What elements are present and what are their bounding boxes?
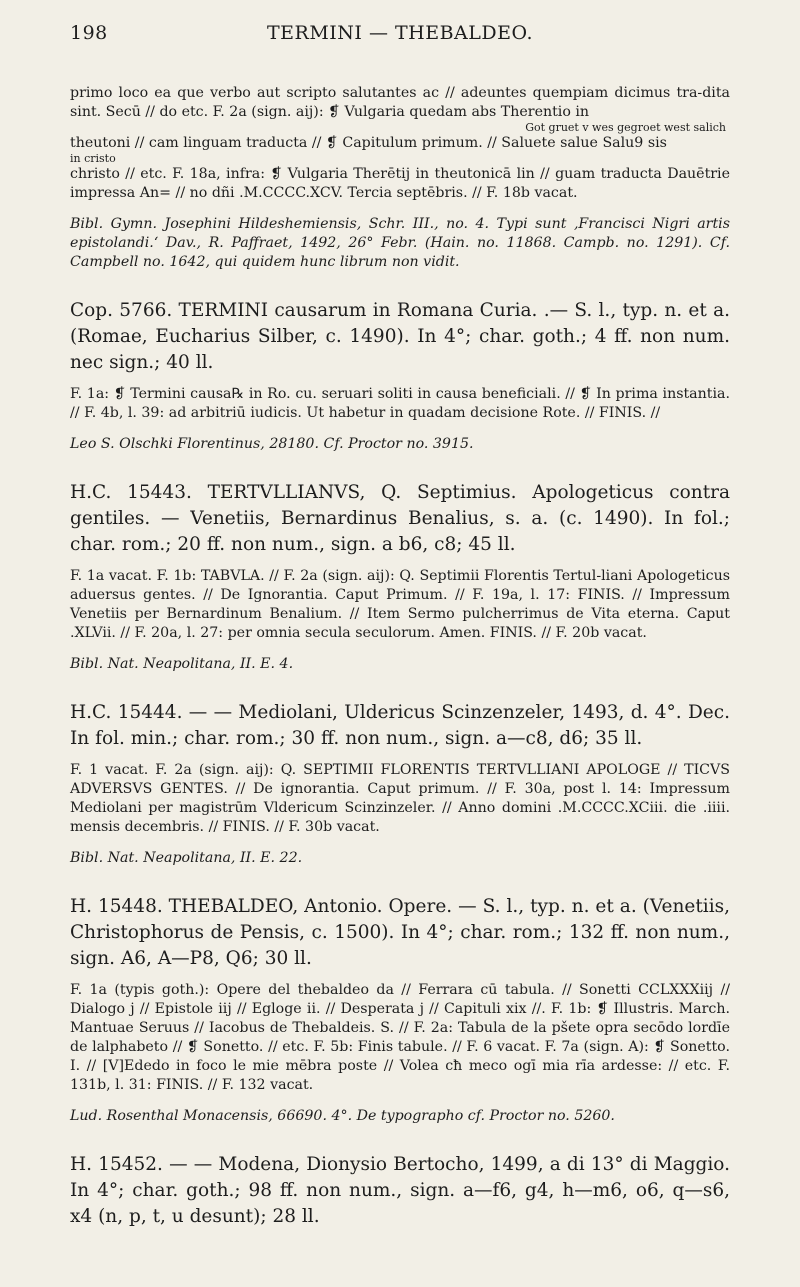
entry-heading: H. 15448. THEBALDEO, Antonio. Opere. — S. l., typ. n. et a. (Venetiis, Christophorus de Pensis, c. 1500). In 4°; char. rom.; 132 ff. non num., sign. A6, A—P8, Q6; 30 ll. [70,896,730,969]
entry-heading: H.C. 15444. — — Mediolani, Uldericus Scinzenzeler, 1493, d. 4°. Dec. In fol. min.; char. rom.; 30 ff. non num., sign. a—c8, d6; 35 ll. [70,702,730,749]
intro-text-1: primo loco ea que verbo aut scripto salutantes ac // adeuntes quempiam dicimus tra-dita sint. Secū // do etc. F. 2a (sign. aij): ❡ Vulgaria quedam abs Therentio in [70,85,730,120]
entry-heading: H. 15452. — — Modena, Dionysio Bertocho, 1499, a di 13° di Maggio. In 4°; char. goth.; 98 ff. non num., sign. a—f6, g4, h—m6, o6, q—s6, x4 (n, p, t, u desunt); 28 ll. [70,1154,730,1227]
page-number: 198 [70,22,108,44]
running-header [70,22,730,44]
entry-bibliography: Leo S. Olschki Florentinus, 28180. Cf. Proctor no. 3915. [70,436,474,452]
intro-bibliography: Bibl. Gymn. Josephini Hildeshemiensis, Schr. III., no. 4. Typi sunt ‚Francisci Nigri artis epistolandi.‘ Dav., R. Paffraet, 1492, 26° Febr. (Hain. no. 11868. Campb. no. 1291). Cf. Campbell no. 1642, qui quidem hunc librum non vidit. [70,216,730,270]
intro-text-2: theutoni // cam linguam traducta // ❡ Capitulum primum. // Saluete salue Salu9 sis [70,135,667,151]
intro-gloss-2: in cristo [70,152,116,165]
entry-heading: Cop. 5766. TERMINI causarum in Romana Curia. .— S. l., typ. n. et a. (Romae, Eucharius Silber, c. 1490). In 4°; char. goth.; 4 ff. non num. nec sign.; 40 ll. [70,300,730,373]
entry-heading: H.C. 15443. TERTVLLIANVS, Q. Septimius. Apologeticus contra gentiles. — Venetiis, Bernardinus Benalius, s. a. (c. 1490). In fol.; char. rom.; 20 ff. non num., sign. a b6, c8; 45 ll. [70,482,730,555]
entry-description: F. 1a (typis goth.): Opere del thebaldeo da // Ferrara cū tabula. // Sonetti CCLXXXiij // Dialogo j // Epistole iij // Egloge ii. // Desperata j // Capituli xix //. F. 1b: ❡ Illustris. March. Mantuae Seruus // Iacobus de Thebaldeis. S. // F. 2a: Tabula de la pšete opra secōdo lordīe de lalphabeto // ❡ Sonetto. // etc. F. 5b: Finis tabule. // F. 6 vacat. F. 7a (sign. A): ❡ Sonetto. I. // [V]Ededo in foco le mie mēbra poste // Volea cħ meco ogī mia rīa ardesse: // etc. F. 131b, l. 31: FINIS. // F. 132 vacat. [70,982,730,1093]
entry-description: F. 1 vacat. F. 2a (sign. aij): Q. SEPTIMII FLORENTIS TERTVLLIANI APOLOGE // TICVS ADVERSVS GENTES. // De ignorantia. Caput primum. // F. 30a, post l. 14: Impressum Mediolani per magistrūm Vldericum Scinzinzeler. // Anno domini .M.CCCC.XCiii. die .iiii. mensis decembris. // FINIS. // F. 30b vacat. [70,762,730,835]
entry-bibliography: Bibl. Nat. Neapolitana, II. E. 4. [70,656,294,672]
intro-text-3: christo // etc. F. 18a, infra: ❡ Vulgaria Therētij in theutonicā lin // guam traducta Dauētrie impressa An= // no dñi .M.CCCC.XCV. Tercia septēbris. // F. 18b vacat. [70,166,730,201]
entry-bibliography: Bibl. Nat. Neapolitana, II. E. 22. [70,850,303,866]
page [70,22,730,1230]
intro-gloss-1: Got gruet v wes gegroet west salich [525,121,726,134]
entry-description: F. 1a: ❡ Termini causa℞ in Ro. cu. seruari soliti in causa beneficiali. // ❡ In prima instantia. // F. 4b, l. 39: ad arbitriū iudicis. Ut habetur in quadam decisione Rote. // FINIS. // [70,386,730,421]
page-title: TERMINI — THEBALDEO. [266,22,534,44]
entry-bibliography: Lud. Rosenthal Monacensis, 66690. 4°. De typographo cf. Proctor no. 5260. [70,1108,615,1124]
entry-description: F. 1a vacat. F. 1b: TABVLA. // F. 2a (sign. aij): Q. Septimii Florentis Tertul-liani Apologeticus aduersus gentes. // De Ignorantia. Caput Primum. // F. 19a, l. 17: FINIS. // Impressum Venetiis per Bernardinum Benalium. // Item Sermo pulcherrimus de Vita eterna. Caput .XLVii. // F. 20a, l. 27: per omnia secula seculorum. Amen. FINIS. // F. 20b vacat. [70,568,730,641]
